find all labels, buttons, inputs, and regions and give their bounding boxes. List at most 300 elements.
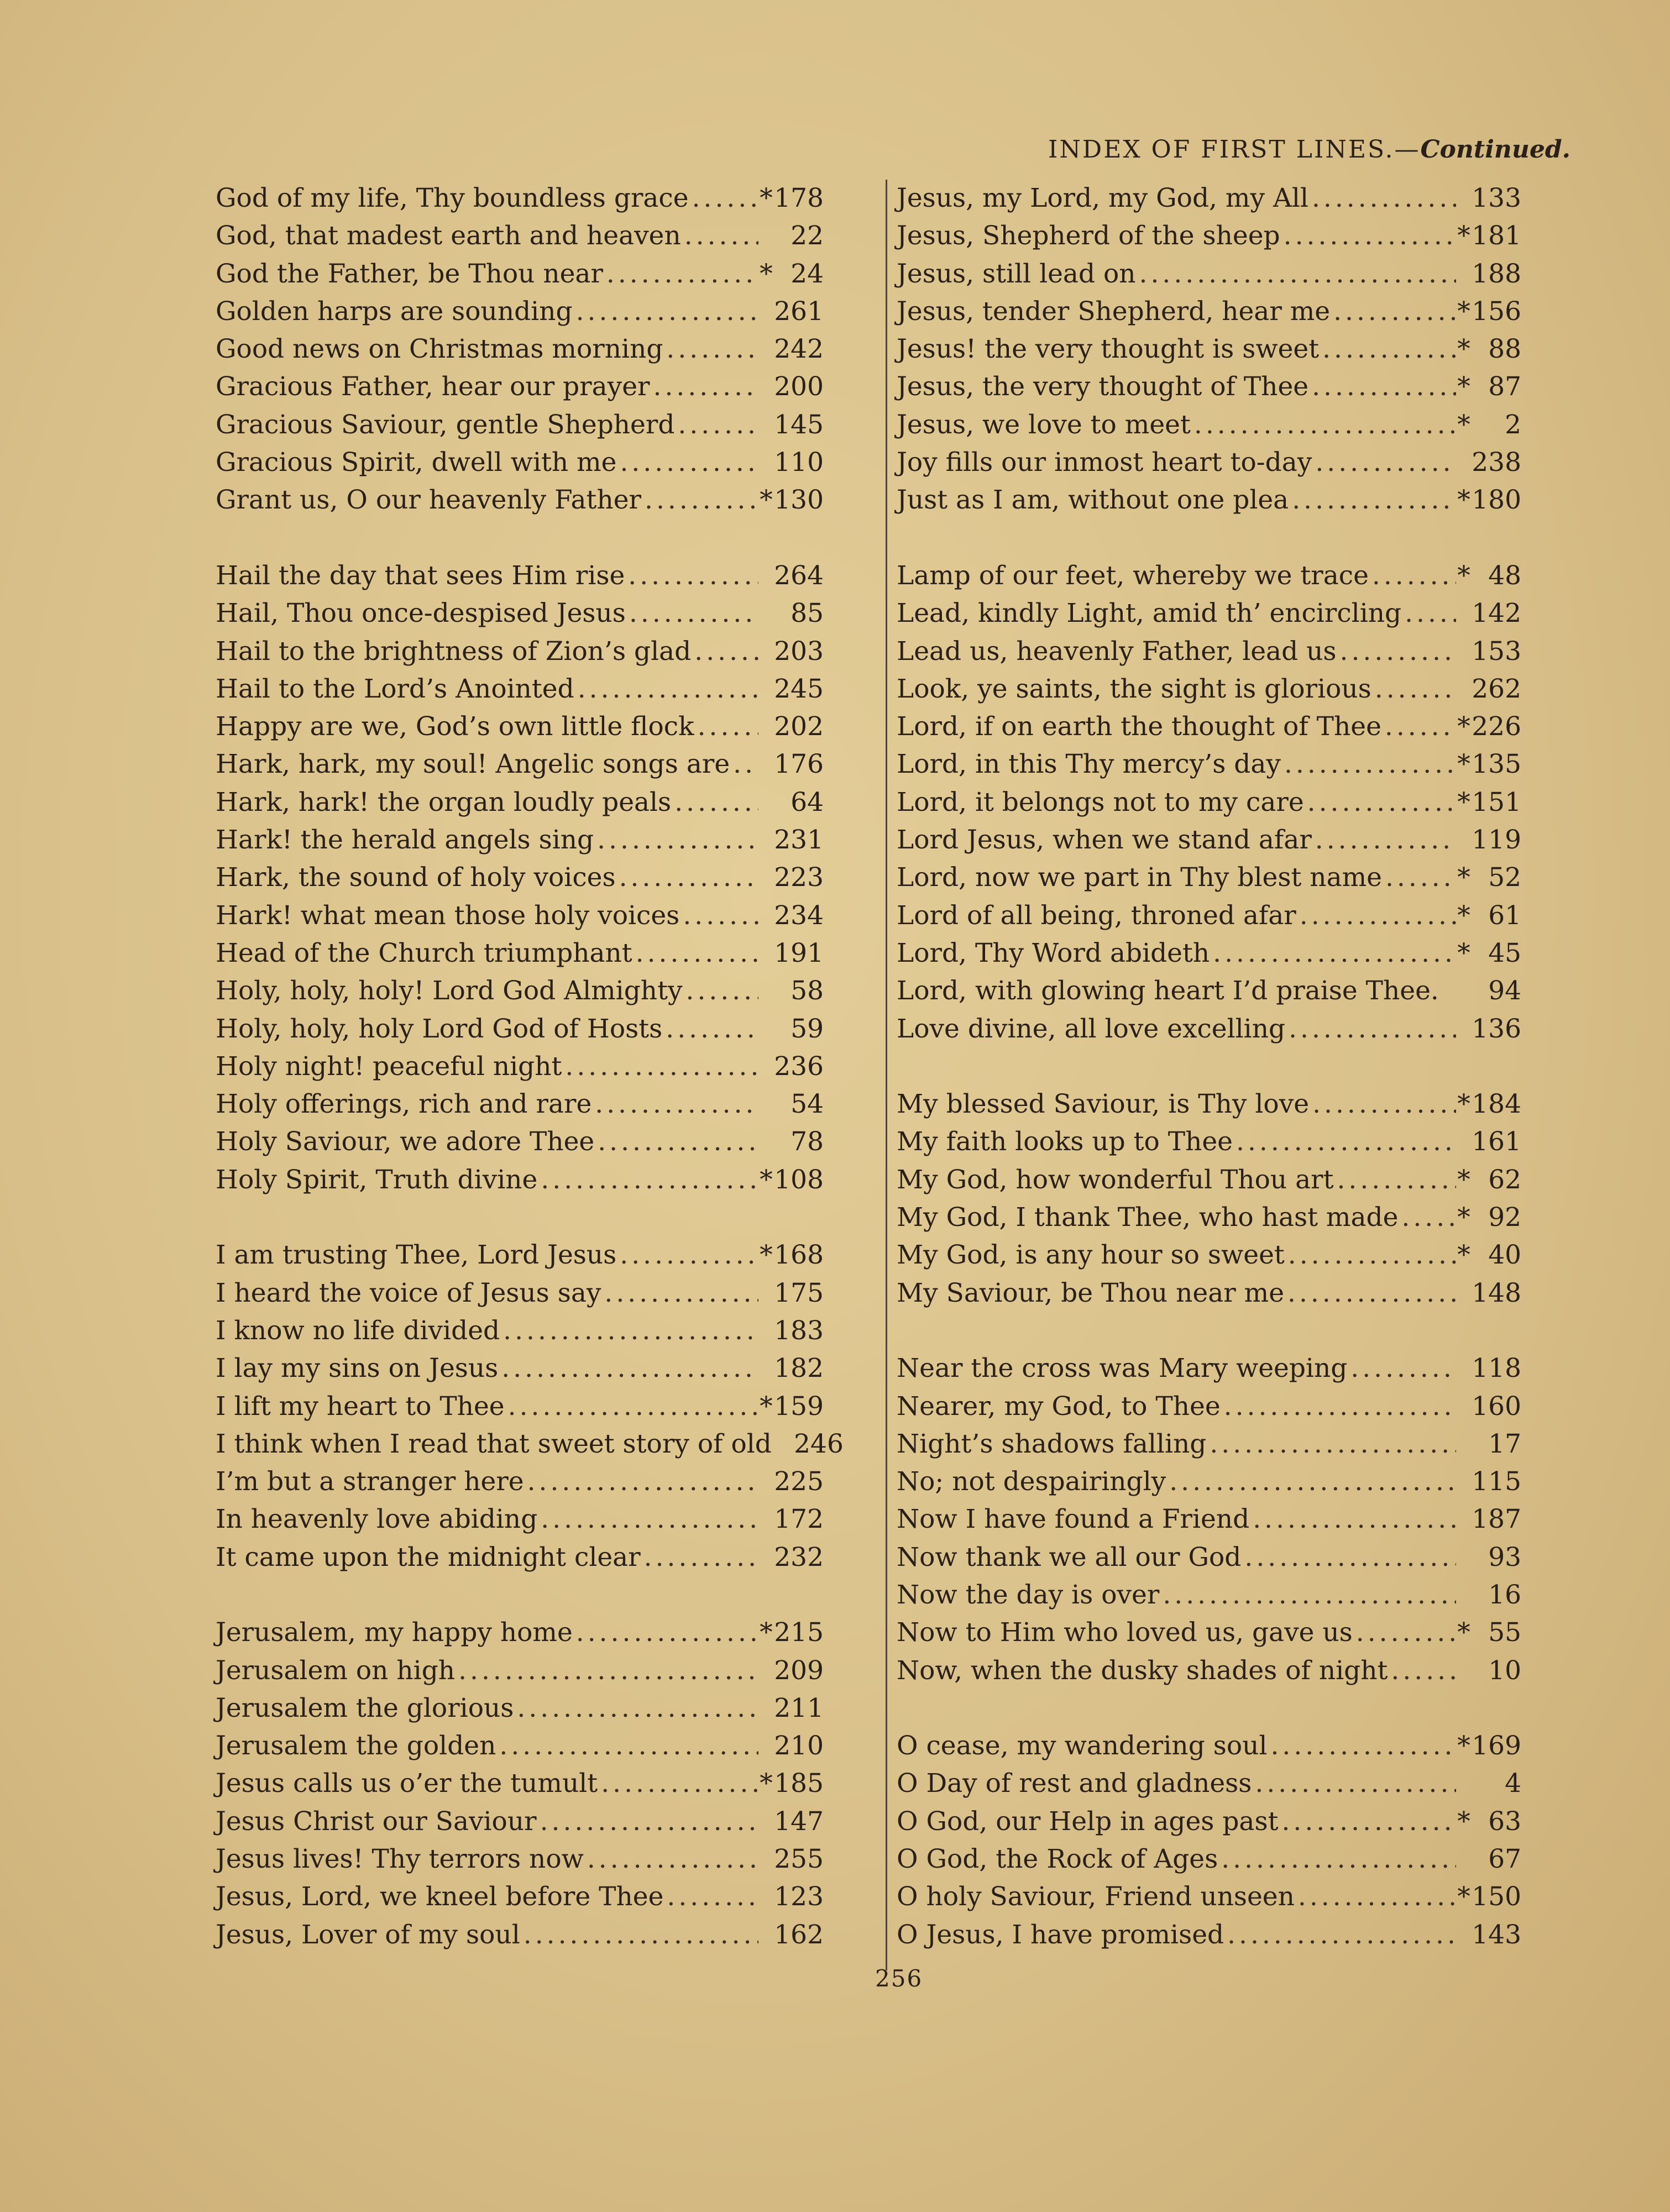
dot-leader (520, 1916, 758, 1954)
dot-leader (1252, 1765, 1456, 1802)
hymn-number: 236 (774, 1051, 824, 1082)
dot-leader (584, 1841, 758, 1878)
hymn-first-line: I know no life divided (216, 1315, 500, 1346)
hymn-number: 119 (1472, 825, 1521, 856)
hymn-number: 58 (790, 976, 824, 1007)
hymn-number: 148 (1472, 1277, 1521, 1308)
index-entry (216, 1463, 824, 1501)
index-entry (897, 1878, 1521, 1916)
index-entry (216, 821, 824, 859)
hymn-number: 150 (1472, 1881, 1521, 1912)
hymn-number: 64 (790, 787, 824, 817)
hymn-number: 55 (1488, 1617, 1521, 1648)
hymn-number: 4 (1505, 1768, 1521, 1799)
hymn-number: 88 (1488, 334, 1521, 365)
hymn-number: 151 (1472, 787, 1521, 817)
index-entry (897, 255, 1521, 293)
asterisk-marker: * (760, 1240, 773, 1271)
hymn-first-line: Head of the Church triumphant (216, 937, 632, 968)
hymn-first-line: Hark, hark, my soul! Angelic songs are (216, 749, 730, 780)
dot-leader (1347, 1350, 1456, 1387)
hymn-number: 67 (1488, 1844, 1521, 1875)
hymn-number: 223 (774, 862, 824, 893)
index-entry (897, 1652, 1521, 1690)
hymn-first-line: Now thank we all our God (897, 1542, 1242, 1572)
dot-leader (1398, 1199, 1456, 1236)
dot-leader (598, 1765, 758, 1802)
index-entry (216, 1501, 824, 1538)
hymn-number: 234 (774, 900, 824, 931)
hymn-first-line: My faith looks up to Thee (897, 1126, 1233, 1157)
asterisk-marker: * (1457, 485, 1470, 516)
asterisk-marker: * (760, 1391, 773, 1422)
hymn-number: 92 (1488, 1202, 1521, 1233)
hymn-first-line: Near the cross was Mary weeping (897, 1353, 1348, 1384)
asterisk-marker: * (760, 1164, 773, 1195)
index-entry (897, 935, 1521, 972)
hymn-number: 211 (774, 1692, 824, 1723)
hymn-number: 133 (1472, 183, 1521, 213)
hymn-first-line: Jerusalem the glorious (216, 1692, 514, 1723)
dot-leader (1136, 255, 1456, 293)
index-entry (897, 1841, 1521, 1878)
asterisk-marker: * (1457, 221, 1470, 251)
dot-leader (1224, 1916, 1456, 1954)
hymn-first-line: I am trusting Thee, Lord Jesus (216, 1240, 617, 1271)
dot-leader (691, 633, 758, 670)
asterisk-marker: * (760, 183, 773, 213)
dot-leader (616, 1236, 758, 1274)
index-entry (897, 1086, 1521, 1123)
index-entry (897, 859, 1521, 897)
index-entry (897, 368, 1521, 406)
hymn-first-line: Jesus, tender Shepherd, hear me (897, 296, 1331, 327)
hymn-number: 169 (1472, 1731, 1521, 1762)
section-gap (897, 1048, 1521, 1086)
hymn-number: 45 (1488, 937, 1521, 968)
hymn-number: 62 (1488, 1164, 1521, 1195)
index-entry (897, 595, 1521, 632)
hymn-first-line: Grant us, O our heavenly Father (216, 485, 641, 516)
hymn-number: 176 (774, 749, 824, 780)
hymn-number: 48 (1488, 560, 1521, 591)
index-entry (216, 1312, 824, 1350)
dot-leader (1191, 406, 1456, 444)
index-entry (216, 1916, 824, 1954)
index-entry (897, 1350, 1521, 1387)
index-entry (216, 1803, 824, 1841)
dot-leader (663, 1878, 758, 1916)
asterisk-marker: * (1457, 1881, 1470, 1912)
index-entry (897, 180, 1521, 217)
dot-leader (689, 180, 758, 217)
index-entry (216, 670, 824, 708)
dot-leader (537, 1501, 758, 1538)
index-entry (216, 1878, 824, 1916)
dot-leader (594, 1123, 758, 1161)
hymn-number: 215 (774, 1617, 824, 1648)
hymn-first-line: Now I have found a Friend (897, 1504, 1250, 1535)
hymn-first-line: Lord, with glowing heart I’d praise Thee. (897, 976, 1439, 1007)
hymn-number: 182 (774, 1353, 824, 1384)
asterisk-marker: * (1457, 1202, 1470, 1233)
dot-leader (1337, 633, 1457, 670)
hymn-first-line: Jesus, we love to meet (897, 409, 1191, 440)
hymn-first-line: Nearer, my God, to Thee (897, 1391, 1221, 1422)
hymn-first-line: Holy night! peaceful night (216, 1051, 562, 1082)
dot-leader (663, 331, 758, 368)
asterisk-marker: * (1457, 409, 1470, 440)
dot-leader (730, 746, 758, 783)
section-gap (897, 1690, 1521, 1727)
dot-leader (1330, 293, 1456, 331)
dot-leader (616, 859, 758, 897)
hymn-first-line: No; not despairingly (897, 1466, 1166, 1497)
hymn-number: 161 (1472, 1126, 1521, 1157)
dot-leader (650, 368, 758, 406)
hymn-first-line: Lord, in this Thy mercy’s day (897, 749, 1281, 780)
index-entry (897, 1236, 1521, 1274)
index-entry (216, 1086, 824, 1123)
hymn-number: 188 (1472, 258, 1521, 289)
index-entry (897, 557, 1521, 595)
hymn-first-line: Hail the day that sees Him rise (216, 560, 625, 591)
asterisk-marker: * (1457, 1617, 1470, 1648)
index-entry (897, 633, 1521, 670)
hymn-first-line: I lift my heart to Thee (216, 1391, 505, 1422)
hymn-number: 246 (794, 1428, 844, 1459)
hymn-first-line: Lord, now we part in Thy blest name (897, 862, 1382, 893)
dot-leader (1241, 1539, 1456, 1576)
section-gap (216, 520, 824, 557)
dot-leader (1221, 1388, 1456, 1425)
hymn-number: 147 (774, 1806, 824, 1837)
hymn-number: 108 (774, 1164, 824, 1195)
section-gap (897, 520, 1521, 557)
index-entry (216, 1350, 824, 1387)
dot-leader (625, 557, 758, 595)
hymn-first-line: Jesus, Lord, we kneel before Thee (216, 1881, 664, 1912)
index-entry (216, 1539, 824, 1576)
dot-leader (1166, 1463, 1456, 1501)
dot-leader (616, 444, 758, 481)
index-entry (897, 1614, 1521, 1652)
hymn-first-line: Lord, it belongs not to my care (897, 787, 1304, 817)
hymn-number: 175 (774, 1277, 824, 1308)
dot-leader (537, 1161, 758, 1199)
dot-leader (1304, 784, 1456, 821)
index-entry (216, 1123, 824, 1161)
dot-leader (1388, 1652, 1456, 1690)
hymn-first-line: Gracious Father, hear our prayer (216, 371, 650, 402)
hymn-number: 10 (1488, 1655, 1521, 1686)
hymn-first-line: Hail to the Lord’s Anointed (216, 673, 574, 704)
dot-leader (1218, 1841, 1456, 1878)
dot-leader (514, 1690, 758, 1727)
asterisk-marker: * (1457, 711, 1470, 742)
column-divider (886, 180, 887, 1970)
hymn-first-line: My God, I thank Thee, who hast made (897, 1202, 1399, 1233)
dot-leader (574, 670, 758, 708)
hymn-number: 24 (790, 258, 824, 289)
dot-leader (498, 1350, 758, 1387)
dot-leader (681, 217, 758, 255)
hymn-first-line: Holy Spirit, Truth divine (216, 1164, 538, 1195)
asterisk-marker: * (1457, 334, 1470, 365)
index-entry (897, 1765, 1521, 1802)
hymn-first-line: Jesus Christ our Saviour (216, 1806, 537, 1837)
dot-leader (632, 935, 758, 972)
dot-leader (1280, 217, 1456, 255)
hymn-first-line: Jesus, still lead on (897, 258, 1136, 289)
hymn-first-line: O God, the Rock of Ages (897, 1844, 1218, 1875)
hymn-number: 168 (774, 1240, 824, 1271)
index-entry (897, 481, 1521, 519)
hymn-number: 123 (774, 1881, 824, 1912)
index-entry (216, 746, 824, 783)
page-number: 256 (875, 1965, 923, 1992)
dot-leader (674, 406, 758, 444)
hymn-first-line: Jerusalem on high (216, 1655, 456, 1686)
hymn-first-line: Gracious Spirit, dwell with me (216, 447, 617, 478)
hymn-first-line: Lord, Thy Word abideth (897, 937, 1210, 968)
hymn-number: 202 (774, 711, 824, 742)
index-entry (897, 1727, 1521, 1765)
dot-leader (1295, 1878, 1456, 1916)
hymn-number: 162 (774, 1919, 824, 1950)
hymn-first-line: Jesus calls us o’er the tumult (216, 1768, 598, 1799)
index-entry (216, 217, 824, 255)
dot-leader (591, 1086, 758, 1123)
dot-leader (1309, 1086, 1456, 1123)
hymn-number: 231 (774, 825, 824, 856)
dot-leader (626, 595, 758, 632)
index-entry (216, 1841, 824, 1878)
dot-leader (662, 1010, 758, 1048)
index-entry (897, 331, 1521, 368)
dot-leader (594, 821, 758, 859)
right-index-column (897, 180, 1521, 1954)
index-entry (216, 1652, 824, 1690)
hymn-first-line: I’m but a stranger here (216, 1466, 524, 1497)
hymn-first-line: Lord, if on earth the thought of Thee (897, 711, 1381, 742)
hymn-number: 159 (774, 1391, 824, 1422)
hymn-first-line: God, that madest earth and heaven (216, 221, 681, 251)
asterisk-marker: * (1457, 560, 1470, 591)
dot-leader (1371, 670, 1456, 708)
hymn-number: 110 (774, 447, 824, 478)
hymn-first-line: Happy are we, God’s own little flock (216, 711, 694, 742)
dot-leader (1333, 1161, 1456, 1199)
hymn-first-line: Lead us, heavenly Father, lead us (897, 636, 1337, 667)
section-gap (216, 1199, 824, 1236)
hymn-number: 142 (1472, 598, 1521, 629)
asterisk-marker: * (1457, 1164, 1470, 1195)
hymn-number: 255 (774, 1844, 824, 1875)
hymn-number: 245 (774, 673, 824, 704)
dot-leader (1319, 331, 1456, 368)
hymn-first-line: I heard the voice of Jesus say (216, 1277, 601, 1308)
index-entry (897, 444, 1521, 481)
hymn-first-line: Jesus, my Lord, my God, my All (897, 183, 1308, 213)
index-entry (216, 708, 824, 746)
index-entry (897, 897, 1521, 935)
hymn-first-line: Jerusalem the golden (216, 1731, 496, 1762)
header-continued: Continued. (1420, 135, 1570, 164)
hymn-first-line: Hail, Thou once-despised Jesus (216, 598, 626, 629)
hymn-first-line: Jesus, the very thought of Thee (897, 371, 1309, 402)
hymn-number: 242 (774, 334, 824, 365)
left-index-column (216, 180, 844, 1954)
hymn-first-line: Holy offerings, rich and rare (216, 1089, 592, 1120)
index-entry (216, 1010, 824, 1048)
asterisk-marker: * (760, 1617, 773, 1648)
hymn-number: 191 (774, 937, 824, 968)
index-entry (216, 1048, 824, 1086)
hymn-first-line: My blessed Saviour, is Thy love (897, 1089, 1310, 1120)
hymn-first-line: Now the day is over (897, 1579, 1160, 1610)
hymn-number: 22 (790, 221, 824, 251)
dot-leader (524, 1463, 758, 1501)
index-entry (897, 1539, 1521, 1576)
index-entry (897, 1803, 1521, 1841)
index-entry (216, 1275, 824, 1312)
dot-leader (1381, 708, 1456, 746)
dot-leader (1284, 1275, 1456, 1312)
hymn-first-line: My Saviour, be Thou near me (897, 1277, 1285, 1308)
hymn-first-line: Hark, the sound of holy voices (216, 862, 616, 893)
asterisk-marker: * (1457, 900, 1470, 931)
index-entry (897, 1388, 1521, 1425)
hymn-number: 178 (774, 183, 824, 213)
hymn-first-line: I lay my sins on Jesus (216, 1353, 499, 1384)
asterisk-marker: * (1457, 862, 1470, 893)
dot-leader (603, 255, 758, 293)
asterisk-marker: * (1457, 1731, 1470, 1762)
dot-leader (1285, 1236, 1456, 1274)
dot-leader (505, 1388, 758, 1425)
hymn-number: 156 (1472, 296, 1521, 327)
dot-leader (1233, 1123, 1456, 1161)
hymn-first-line: Lord Jesus, when we stand afar (897, 825, 1312, 856)
hymn-number: 209 (774, 1655, 824, 1686)
index-entry (216, 180, 824, 217)
dot-leader (573, 293, 758, 331)
index-entry (897, 670, 1521, 708)
hymn-number: 183 (774, 1315, 824, 1346)
hymn-first-line: O God, our Help in ages past (897, 1806, 1279, 1837)
hymn-first-line: Holy, holy, holy Lord God of Hosts (216, 1013, 663, 1044)
dot-leader (601, 1275, 758, 1312)
hymn-number: 210 (774, 1731, 824, 1762)
index-entry (216, 595, 824, 632)
index-entry (216, 935, 824, 972)
index-entry (216, 972, 824, 1010)
dot-leader (1278, 1803, 1456, 1841)
dot-leader (496, 1727, 758, 1765)
hymn-number: 238 (1472, 447, 1521, 478)
hymn-number: 172 (774, 1504, 824, 1535)
hymn-first-line: Now, when the dusky shades of night (897, 1655, 1388, 1686)
hymn-first-line: My God, is any hour so sweet (897, 1240, 1285, 1271)
dot-leader (1289, 481, 1456, 519)
hymn-number: 17 (1488, 1428, 1521, 1459)
dot-leader (1308, 180, 1456, 217)
dot-leader (1382, 859, 1456, 897)
dot-leader (1159, 1576, 1456, 1614)
hymn-number: 203 (774, 636, 824, 667)
dot-leader (537, 1803, 758, 1841)
hymn-number: 63 (1488, 1806, 1521, 1837)
index-entry (216, 784, 824, 821)
index-entry (216, 897, 824, 935)
index-entry (216, 255, 824, 293)
hymn-first-line: Hark, hark! the organ loudly peals (216, 787, 672, 817)
asterisk-marker: * (1457, 371, 1470, 402)
hymn-first-line: Lamp of our feet, whereby we trace (897, 560, 1369, 591)
hymn-first-line: Now to Him who loved us, gave us (897, 1617, 1353, 1648)
asterisk-marker: * (760, 485, 773, 516)
dot-leader (671, 784, 758, 821)
index-entry (897, 1010, 1521, 1048)
hymn-first-line: Hark! the herald angels sing (216, 825, 594, 856)
hymn-first-line: Jesus! the very thought is sweet (897, 334, 1320, 365)
index-entry (216, 1236, 824, 1274)
hymn-first-line: Golden harps are sounding (216, 296, 573, 327)
hymn-first-line: Holy Saviour, we adore Thee (216, 1126, 595, 1157)
hymn-number: 94 (1488, 976, 1521, 1007)
index-entry (216, 481, 824, 519)
hymn-first-line: Joy fills our inmost heart to-day (897, 447, 1312, 478)
asterisk-marker: * (1457, 1240, 1470, 1271)
index-entry (216, 406, 824, 444)
hymn-number: 143 (1472, 1919, 1521, 1950)
hymn-first-line: Night’s shadows falling (897, 1428, 1207, 1459)
index-entry (216, 1425, 844, 1463)
index-header (1048, 135, 1570, 164)
index-entry (897, 821, 1521, 859)
index-entry (897, 1463, 1521, 1501)
dot-leader (641, 481, 758, 519)
index-entry (897, 746, 1521, 783)
hymn-first-line: Jesus lives! Thy terrors now (216, 1844, 584, 1875)
hymn-number: 226 (1472, 711, 1521, 742)
hymn-first-line: O holy Saviour, Friend unseen (897, 1881, 1295, 1912)
dot-leader (1281, 746, 1456, 783)
dot-leader (1312, 444, 1456, 481)
hymn-first-line: Just as I am, without one plea (897, 485, 1289, 516)
hymn-first-line: Lead, kindly Light, amid th’ encircling (897, 598, 1402, 629)
hymn-number: 180 (1472, 485, 1521, 516)
index-entry (897, 217, 1521, 255)
section-gap (897, 1312, 1521, 1350)
hymn-first-line: Holy, holy, holy! Lord God Almighty (216, 976, 683, 1007)
dot-leader (562, 1048, 758, 1086)
hymn-number: 87 (1488, 371, 1521, 402)
dot-leader (1285, 1010, 1456, 1048)
asterisk-marker: * (1457, 937, 1470, 968)
hymn-number: 184 (1472, 1089, 1521, 1120)
hymn-number: 40 (1488, 1240, 1521, 1271)
dot-leader (683, 972, 758, 1010)
hymn-first-line: God the Father, be Thou near (216, 258, 603, 289)
hymn-number: 135 (1472, 749, 1521, 780)
hymn-number: 200 (774, 371, 824, 402)
dot-leader (1296, 897, 1456, 935)
index-entry (897, 293, 1521, 331)
index-entry (216, 557, 824, 595)
dot-leader (679, 897, 758, 935)
